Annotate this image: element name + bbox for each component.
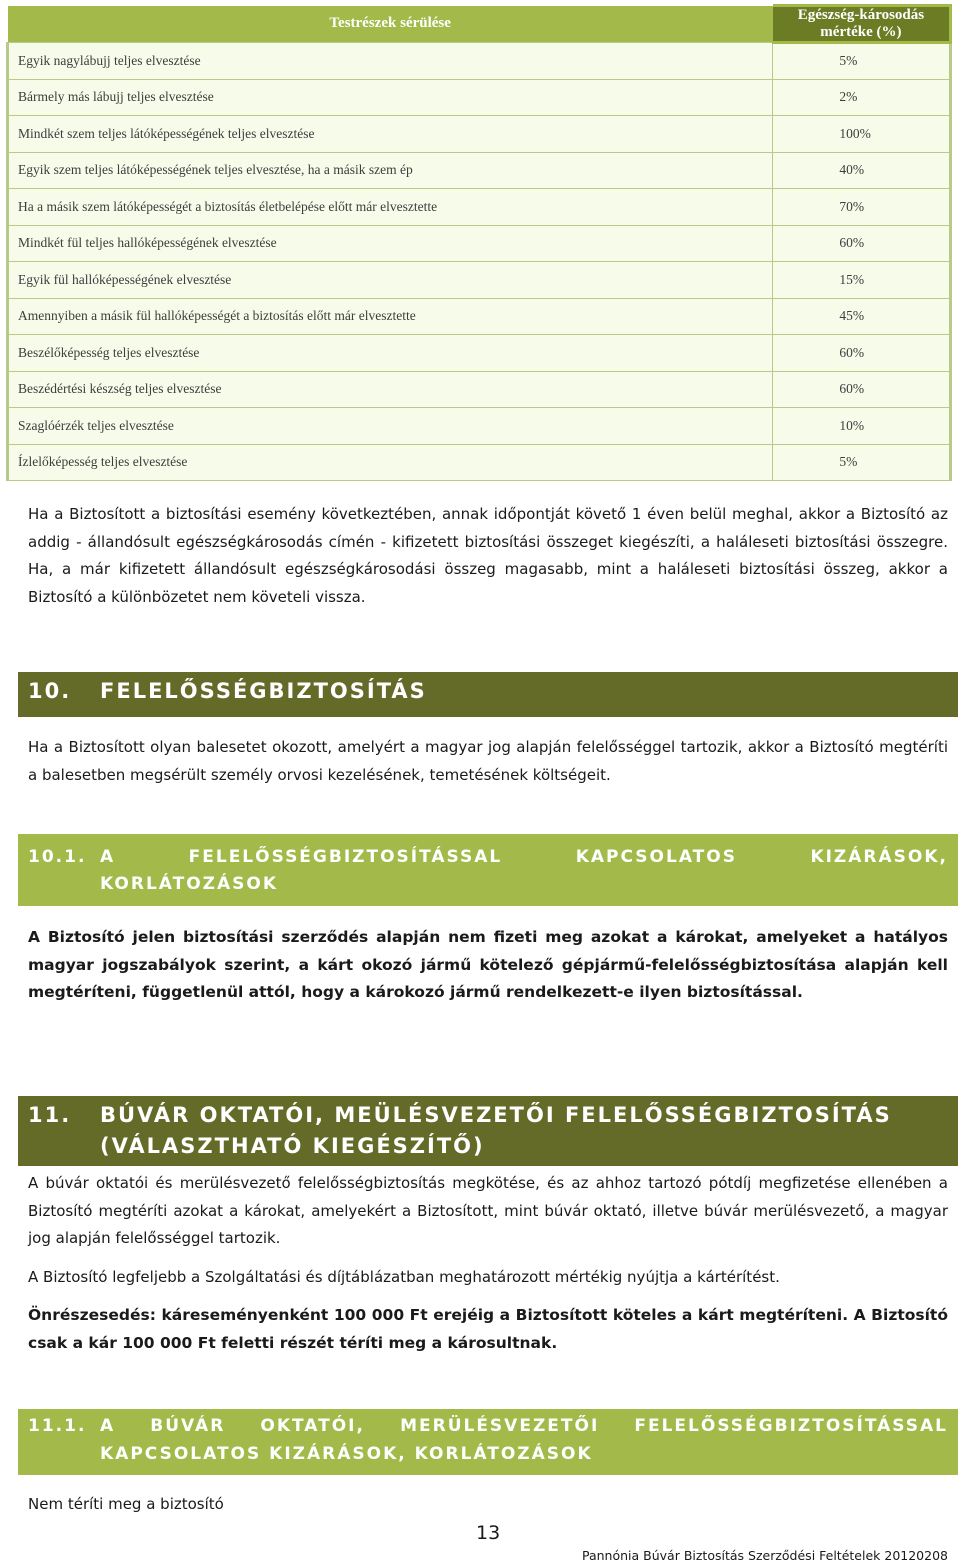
injury-percentage-cell: 40%: [773, 152, 951, 189]
injury-label-cell: Egyik fül hallóképességének elvesztése: [8, 262, 773, 299]
injury-percentage-cell: 15%: [773, 262, 951, 299]
table-row: [8, 262, 951, 299]
injury-label-cell: Szaglóérzék teljes elvesztése: [8, 408, 773, 445]
section-11-1-title: [100, 1412, 948, 1468]
section-10-1-heading: [18, 834, 958, 906]
injury-label-cell: Bármely más lábujj teljes elvesztése: [8, 79, 773, 116]
injury-label-cell: Beszélőképesség teljes elvesztése: [8, 335, 773, 372]
section-11-title-line2: (VÁLASZTHATÓ KIEGÉSZÍTŐ): [100, 1134, 485, 1158]
section-11-1-title-line1: A BÚVÁR OKTATÓI, MERÜLÉSVEZETŐI FELELŐSSÉGBIZTOSÍTÁSSAL: [100, 1416, 948, 1436]
section-11-number: 11.: [28, 1103, 72, 1127]
section-11-1-heading: [18, 1409, 958, 1475]
injury-percentage-cell: 5%: [773, 444, 951, 481]
section-10-number: 10.: [28, 679, 72, 703]
injury-percentage-cell: 2%: [773, 79, 951, 116]
table-header-row: [8, 6, 951, 43]
injury-percentage-cell: 60%: [773, 225, 951, 262]
injury-label-cell: Ízlelőképesség teljes elvesztése: [8, 444, 773, 481]
death-benefit-paragraph: Ha a Biztosított a biztosítási esemény következtében, annak időpontját követő 1 éven belül meghal, akkor a Biztosító az addig - állandósult egészségkárosodás címén - kifizetett biztosítási összeget kiegészíti, a haláleseti biztosítási összegre. Ha, a már kifizetett állandósult egészségkárosodási összeg magasabb, mint a haláleseti biztosítási összeg, akkor a Biztosító a különbözetet nem követeli vissza.: [28, 505, 948, 606]
table-row: [8, 371, 951, 408]
table-row: [8, 335, 951, 372]
section-11-text-1: A búvár oktatói és merülésvezető felelősségbiztosítás megkötése, és az ahhoz tartozó pótdíj megfizetése ellenében a Biztosító megtéríti azokat a károkat, amelyekért a Biztosított, mint búvár oktató, illetve búvár merülésvezető, a magyar jog alapján felelősséggel tartozik.: [28, 1174, 948, 1247]
header-damage-percentage: Egészség-károsodás mértéke (%): [773, 6, 951, 43]
footer-document-title: Pannónia Búvár Biztosítás Szerződési Feltételek 20120208: [582, 1548, 948, 1563]
page-number: 13: [476, 1522, 501, 1544]
injury-label-cell: Ha a másik szem látóképességét a biztosítás életbelépése előtt már elvesztette: [8, 189, 773, 226]
section-11-heading: [18, 1096, 958, 1166]
table-body: [8, 43, 951, 481]
section-11-1-title-line2: KAPCSOLATOS KIZÁRÁSOK, KORLÁTOZÁSOK: [100, 1444, 593, 1464]
section-11-1-text: Nem téríti meg a biztosító: [28, 1495, 224, 1513]
injury-label-cell: Egyik szem teljes látóképességének teljes elvesztése, ha a másik szem ép: [8, 152, 773, 189]
table-row: [8, 43, 951, 80]
injury-percentage-cell: 100%: [773, 116, 951, 153]
injury-percentage-cell: 60%: [773, 335, 951, 372]
injury-percentage-cell: 5%: [773, 43, 951, 80]
header-body-part-injury: Testrészek sérülése: [8, 6, 773, 43]
injury-label-cell: Beszédértési készség teljes elvesztése: [8, 371, 773, 408]
section-11-title: [100, 1100, 948, 1162]
section-11-1-number: 11.1.: [28, 1416, 87, 1436]
table-row: [8, 408, 951, 445]
injury-percentage-cell: 10%: [773, 408, 951, 445]
table-row: [8, 79, 951, 116]
injury-percentage-cell: 70%: [773, 189, 951, 226]
injury-percentage-cell: 45%: [773, 298, 951, 335]
section-11-title-line1: BÚVÁR OKTATÓI, MEÜLÉSVEZETŐI FELELŐSSÉGBIZTOSÍTÁS: [100, 1103, 892, 1127]
injury-percentage-table: [6, 4, 952, 481]
table-row: [8, 225, 951, 262]
table-row: [8, 116, 951, 153]
table-row: [8, 444, 951, 481]
table-row: [8, 152, 951, 189]
injury-label-cell: Egyik nagylábujj teljes elvesztése: [8, 43, 773, 80]
section-10-heading: [18, 672, 958, 717]
section-10-text: Ha a Biztosított olyan balesetet okozott, amelyért a magyar jog alapján felelősséggel tartozik, akkor a Biztosító megtéríti a balesetben megsérült személy orvosi kezelésének, temetésének költségeit.: [28, 738, 948, 784]
table-row: [8, 298, 951, 335]
injury-percentage-cell: 60%: [773, 371, 951, 408]
section-10-1-title: [100, 844, 948, 898]
injury-label-cell: Mindkét fül teljes hallóképességének elvesztése: [8, 225, 773, 262]
section-11-text-2: A Biztosító legfeljebb a Szolgáltatási és díjtáblázatban meghatározott mértékig nyújtja a kártérítést.: [28, 1268, 780, 1286]
section-10-1-text: A Biztosító jelen biztosítási szerződés alapján nem fizeti meg azokat a károkat, amelyeket a hatályos magyar jogszabályok szerint, a kárt okozó jármű kötelező gépjármű-felelősségbiztosítása alapján kell megtéríteni, függetlenül attól, hogy a károkozó jármű rendelkezett-e ilyen biztosítással.: [28, 928, 948, 1001]
section-10-1-title-line1: A FELELŐSSÉGBIZTOSÍTÁSSAL KAPCSOLATOS KIZÁRÁSOK,: [100, 847, 948, 867]
section-11-text-3: Önrészesedés: káreseményenként 100 000 Ft erejéig a Biztosított köteles a kárt megtéríteni. A Biztosító csak a kár 100 000 Ft feletti részét téríti meg a károsultnak.: [28, 1306, 948, 1352]
section-10-title: FELELŐSSÉGBIZTOSÍTÁS: [100, 679, 427, 703]
table-row: [8, 189, 951, 226]
section-10-1-title-line2: KORLÁTOZÁSOK: [100, 874, 279, 894]
injury-label-cell: Mindkét szem teljes látóképességének teljes elvesztése: [8, 116, 773, 153]
injury-label-cell: Amennyiben a másik fül hallóképességét a biztosítás előtt már elvesztette: [8, 298, 773, 335]
section-10-1-number: 10.1.: [28, 847, 87, 867]
